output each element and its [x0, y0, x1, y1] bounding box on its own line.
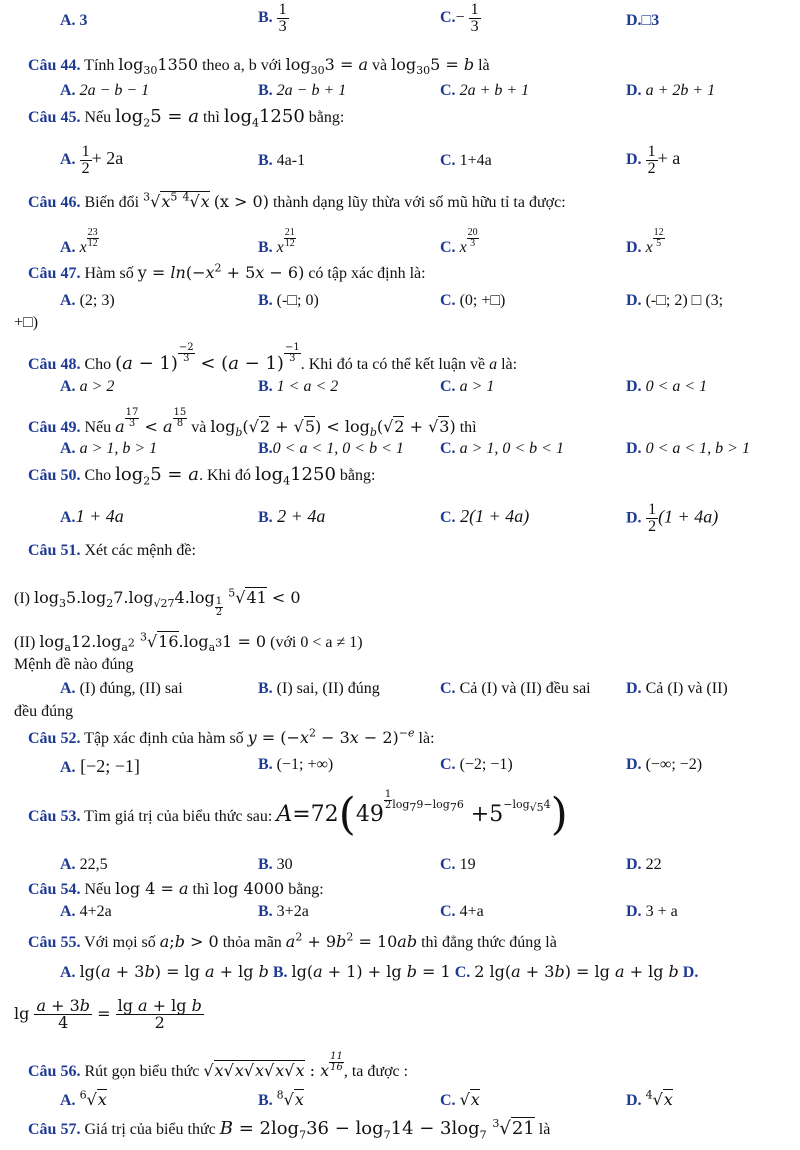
q54-option-b: B. 3+2a — [258, 903, 309, 920]
q47-option-a: A. (2; 3) — [60, 292, 115, 309]
q49-option-c: C. a > 1, 0 < b < 1 — [440, 440, 564, 457]
q47-option-c: C. (0; +□) — [440, 292, 506, 309]
q51-prompt: Mệnh đề nào đúng — [14, 656, 134, 673]
q52-option-b: B. (−1; +∞) — [258, 756, 334, 773]
q44-option-d: D. a + 2b + 1 — [626, 82, 716, 99]
q46-option-c: C. x $\frac{20}{3}$ — [440, 227, 478, 256]
q54-option-a: A. 4+2a — [60, 903, 112, 920]
q55-option-d: D. — [682, 964, 699, 981]
q52-option-c: C. (−2; −1) — [440, 756, 513, 773]
q51-option-d: D. Cả (I) và (II) — [626, 680, 728, 697]
q44-option-c: C. 2a + b + 1 — [440, 82, 530, 99]
q50-question: Câu 50. Cho $\log_25 = a$. Khi đó $\log_41250$ bằng: — [28, 464, 376, 488]
q44-question: Câu 44. Tính $\log_{30}1350$ theo a, b với $\log_{30}3 = a$ và $\log_{30}5 = b$ là — [28, 55, 490, 78]
q46-option-d: D. x $\frac{12}{5}$ — [626, 227, 664, 256]
q47-option-b: B. (-□; 0) — [258, 292, 319, 309]
q45-option-d: D. $\frac{1}{2}$ + a — [626, 143, 681, 177]
q56-option-d: D. $^4$√x — [626, 1088, 673, 1109]
q53-option-a: A. 22,5 — [60, 856, 108, 873]
q43-options — [0, 1, 800, 35]
q44-option-a: A. 2a − b − 1 — [60, 82, 150, 99]
q53-option-d: D. 22 — [626, 856, 662, 873]
q49-option-d: D. 0 < a < 1, b > 1 — [626, 440, 750, 457]
q56-option-b: B. $^8$√x — [258, 1088, 304, 1109]
q45-question: Câu 45. Nếu $\log_25 = a$ thì $\log_41250$ bằng: — [28, 106, 345, 130]
q48-question: Câu 48. Cho (a − 1) $\frac{-2}{3}$ < (a − 1) $\frac{-1}{3}$ . Khi đó ta có thể kết luận về a là: — [28, 342, 518, 374]
q56-question: Câu 56. Rút gọn biểu thức √x√x√x√x√x : x $\frac{11}{16}$ , ta được : — [28, 1051, 409, 1080]
q48-option-c: C. a > 1 — [440, 378, 495, 395]
q48-options — [0, 378, 800, 404]
q44-option-b: B. 2a − b + 1 — [258, 82, 347, 99]
q51-option-b: B. (I) sai, (II) đúng — [258, 680, 380, 697]
q45-option-a: A. $\frac{1}{2}$ + 2a — [60, 143, 124, 177]
q51-statement-ii: (II) $\log_a12.\log_{a^2}$ $^3√16.\log_{a^3}1 = 0$ (với 0 < a ≠ 1) — [14, 630, 363, 655]
q53-question: Câu 53. Tìm giá trị của biểu thức sau: A=72(49 $^{\frac{1}{2} log_79-log_76} +5^{-log_{√5}4}$) — [28, 789, 568, 841]
q46-question: Câu 46. Biến đổi $^3√x^5$ $^4$√x (x > 0) thành dạng lũy thừa với số mũ hữu tỉ ta được: — [28, 190, 566, 211]
q53-option-b: B. 30 — [258, 856, 293, 873]
q51-statement-i: (I) $\log_35.\log_27.\log_{√27}4.\log$ $_{\frac{1}{2}}$ $^5$√41 < 0 — [14, 586, 301, 619]
q45-options — [0, 143, 800, 177]
q56-options — [0, 1090, 800, 1116]
q52-option-d: D. (−∞; −2) — [626, 756, 703, 773]
q56-option-a: A. $^6$√x — [60, 1088, 107, 1109]
q45-option-b: B. 4a-1 — [258, 152, 306, 169]
q52-question: Câu 52. Tập xác định của hàm số $y = (-x^2 - 3x - 2)^{-e}$ là: — [28, 726, 435, 747]
q55-option-b: B. lg(a + 1) + lg b = 1 — [272, 962, 451, 981]
q47-option-d-cont: +□) — [14, 314, 39, 331]
q47-option-d: D. (-□; 2) □ (3; — [626, 292, 724, 309]
q46-option-a: A. x $\frac{23}{12}$ — [60, 227, 98, 256]
q50-option-c: C. 2(1 + 4a) — [440, 506, 530, 526]
q48-option-b: B. 1 < a < 2 — [258, 378, 339, 395]
q54-options — [0, 903, 800, 929]
q48-option-a: A. a > 2 — [60, 378, 115, 395]
q47-options — [0, 292, 800, 318]
q54-option-d: D. 3 + a — [626, 903, 678, 920]
q50-option-a: A.1 + 4a — [60, 506, 124, 526]
q56-option-c: C. √x — [440, 1090, 480, 1109]
q46-option-b: B. x $\frac{21}{12}$ — [258, 227, 295, 256]
q43-option-a: A. 3 — [60, 12, 88, 29]
q49-option-a: A. a > 1, b > 1 — [60, 440, 158, 457]
q52-options — [0, 756, 800, 782]
q49-options — [0, 440, 800, 466]
q43-option-b: B. $\frac{1}{3}$ — [258, 1, 287, 35]
q47-question: Câu 47. Hàm số $y = \ln(-x^2 + 5x - 6)$ có tập xác định là: — [28, 261, 426, 282]
q51-option-a: A. (I) đúng, (II) sai — [60, 680, 183, 697]
q55-question: Câu 55. Với mọi số a;b > 0 thỏa mãn $a^2 + 9b^2 = 10ab$ thì đẳng thức đúng là — [28, 930, 557, 951]
q51-options — [0, 680, 800, 706]
q54-question: Câu 54. Nếu log 4 = a thì log 4000 bằng: — [28, 879, 324, 898]
q54-option-c: C. 4+a — [440, 903, 484, 920]
q55-option-c: C. 2 lg(a + 3b) = lg a + lg b — [454, 962, 679, 981]
q55-option-d-expr: lg $\frac{a + 3b}{4}$ = $\frac{\text{lg a + lg b}}{2}$ — [14, 996, 202, 1032]
q55-options — [60, 962, 698, 982]
q43-option-c: C.− $\frac{1}{3}$ — [440, 1, 479, 35]
q51-option-c: C. Cả (I) và (II) đều sai — [440, 680, 591, 697]
q51-question: Câu 51. Xét các mệnh đề: — [28, 542, 196, 559]
q57-question: Câu 57. Giá trị của biểu thức $B = 2\log_736 - \log_714 - 3\log_7$ $^3$√21 là — [28, 1117, 551, 1142]
q51-option-d-cont: đều đúng — [14, 703, 74, 720]
q43-option-d: D.□3 — [626, 12, 660, 29]
q45-option-c: C. 1+4a — [440, 152, 492, 169]
q50-option-b: B. 2 + 4a — [258, 506, 326, 526]
q49-option-b: B.0 < a < 1, 0 < b < 1 — [258, 440, 404, 457]
q53-option-c: C. 19 — [440, 856, 476, 873]
q50-options — [0, 501, 800, 535]
q49-question: Câu 49. Nếu a $\frac{17}{3}$ < a $\frac{15}{8}$ và $\log_b(√2 + √5) < \log_b(√2 + √3)$ thì — [28, 407, 477, 440]
q50-option-d: D. $\frac{1}{2}$ (1 + 4a) — [626, 501, 719, 535]
q48-option-d: D. 0 < a < 1 — [626, 378, 708, 395]
q46-options — [0, 228, 800, 254]
q44-options — [0, 82, 800, 108]
q52-option-a: A. [−2; −1] — [60, 756, 140, 776]
q55-option-a: A. lg(a + 3b) = lg a + lg b — [60, 962, 269, 981]
